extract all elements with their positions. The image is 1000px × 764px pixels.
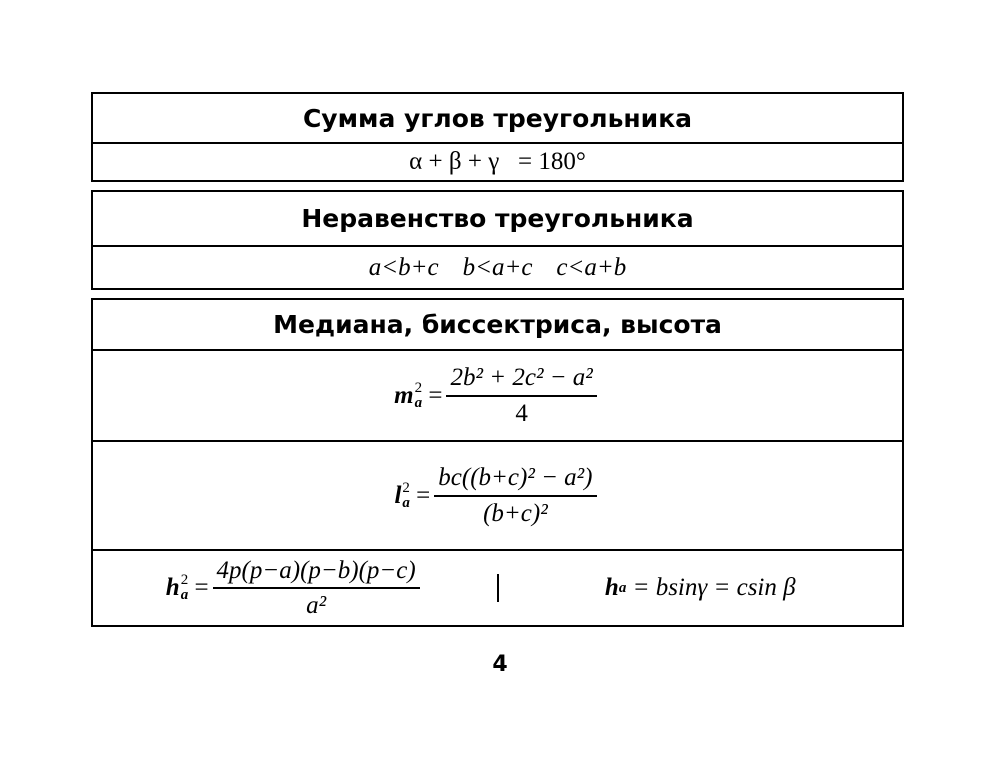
gamma-symbol: γ bbox=[488, 148, 500, 175]
median-bisector-height-box bbox=[91, 298, 904, 627]
alpha-symbol: α bbox=[409, 148, 423, 175]
height-formulas-row bbox=[93, 549, 902, 625]
height-sin-formula: h a = bsinγ = csin β bbox=[497, 574, 903, 602]
angle-sum-box bbox=[91, 92, 904, 182]
inequality-3: c<a+b bbox=[556, 253, 627, 281]
beta-symbol: β bbox=[448, 148, 462, 175]
median-bisector-height-title: Медиана, биссектриса, высота bbox=[273, 310, 722, 339]
median-formula: m 2 a = $\frac{\text{2b² + 2c² − a²}}{4}$ bbox=[93, 349, 902, 440]
angle-sum-value: 180 bbox=[538, 148, 576, 175]
inequality-2: b<a+c bbox=[462, 253, 533, 281]
triangle-inequality-title: Неравенство треугольника bbox=[301, 204, 694, 233]
bisector-lhs: l bbox=[394, 481, 402, 509]
bisector-formula: l 2 a = $\frac{\text{bc((b+c)² − a²)}}{\text{(b+c)²}}$ bbox=[93, 440, 902, 549]
median-denominator: 4 bbox=[515, 399, 528, 427]
degree-symbol: ° bbox=[575, 148, 586, 175]
height-fraction bbox=[213, 557, 420, 620]
height-formula: h 2 a = $\frac{4p(p-a)(p-b)(p-c)}{\text{a²}}$ bbox=[93, 557, 497, 620]
bisector-fraction bbox=[434, 464, 596, 527]
height-denominator: a² bbox=[306, 592, 327, 619]
height-sin-lhs: h bbox=[604, 574, 619, 601]
angle-sum-title: Сумма углов треугольника bbox=[302, 103, 693, 133]
bisector-numerator: bc((b+c)² − a²) bbox=[434, 464, 596, 497]
height-lhs: h bbox=[165, 574, 180, 601]
height-numerator: 4p(p−a)(p−b)(p−c) bbox=[213, 557, 420, 590]
triangle-inequality-box bbox=[91, 190, 904, 290]
angle-sum-formula: α + β + γ = 180 ° bbox=[93, 142, 902, 180]
page-number: 4 bbox=[492, 652, 508, 677]
triangle-inequality-formulas bbox=[93, 245, 902, 288]
median-lhs: m bbox=[394, 381, 414, 409]
median-fraction bbox=[446, 364, 596, 427]
height-sin-rhs: = bsinγ = csin β bbox=[632, 574, 796, 601]
inequality-1: a<b+c bbox=[368, 253, 439, 281]
median-numerator: 2b² + 2c² − a² bbox=[446, 364, 596, 397]
bisector-denominator: (b+c)² bbox=[483, 499, 548, 527]
